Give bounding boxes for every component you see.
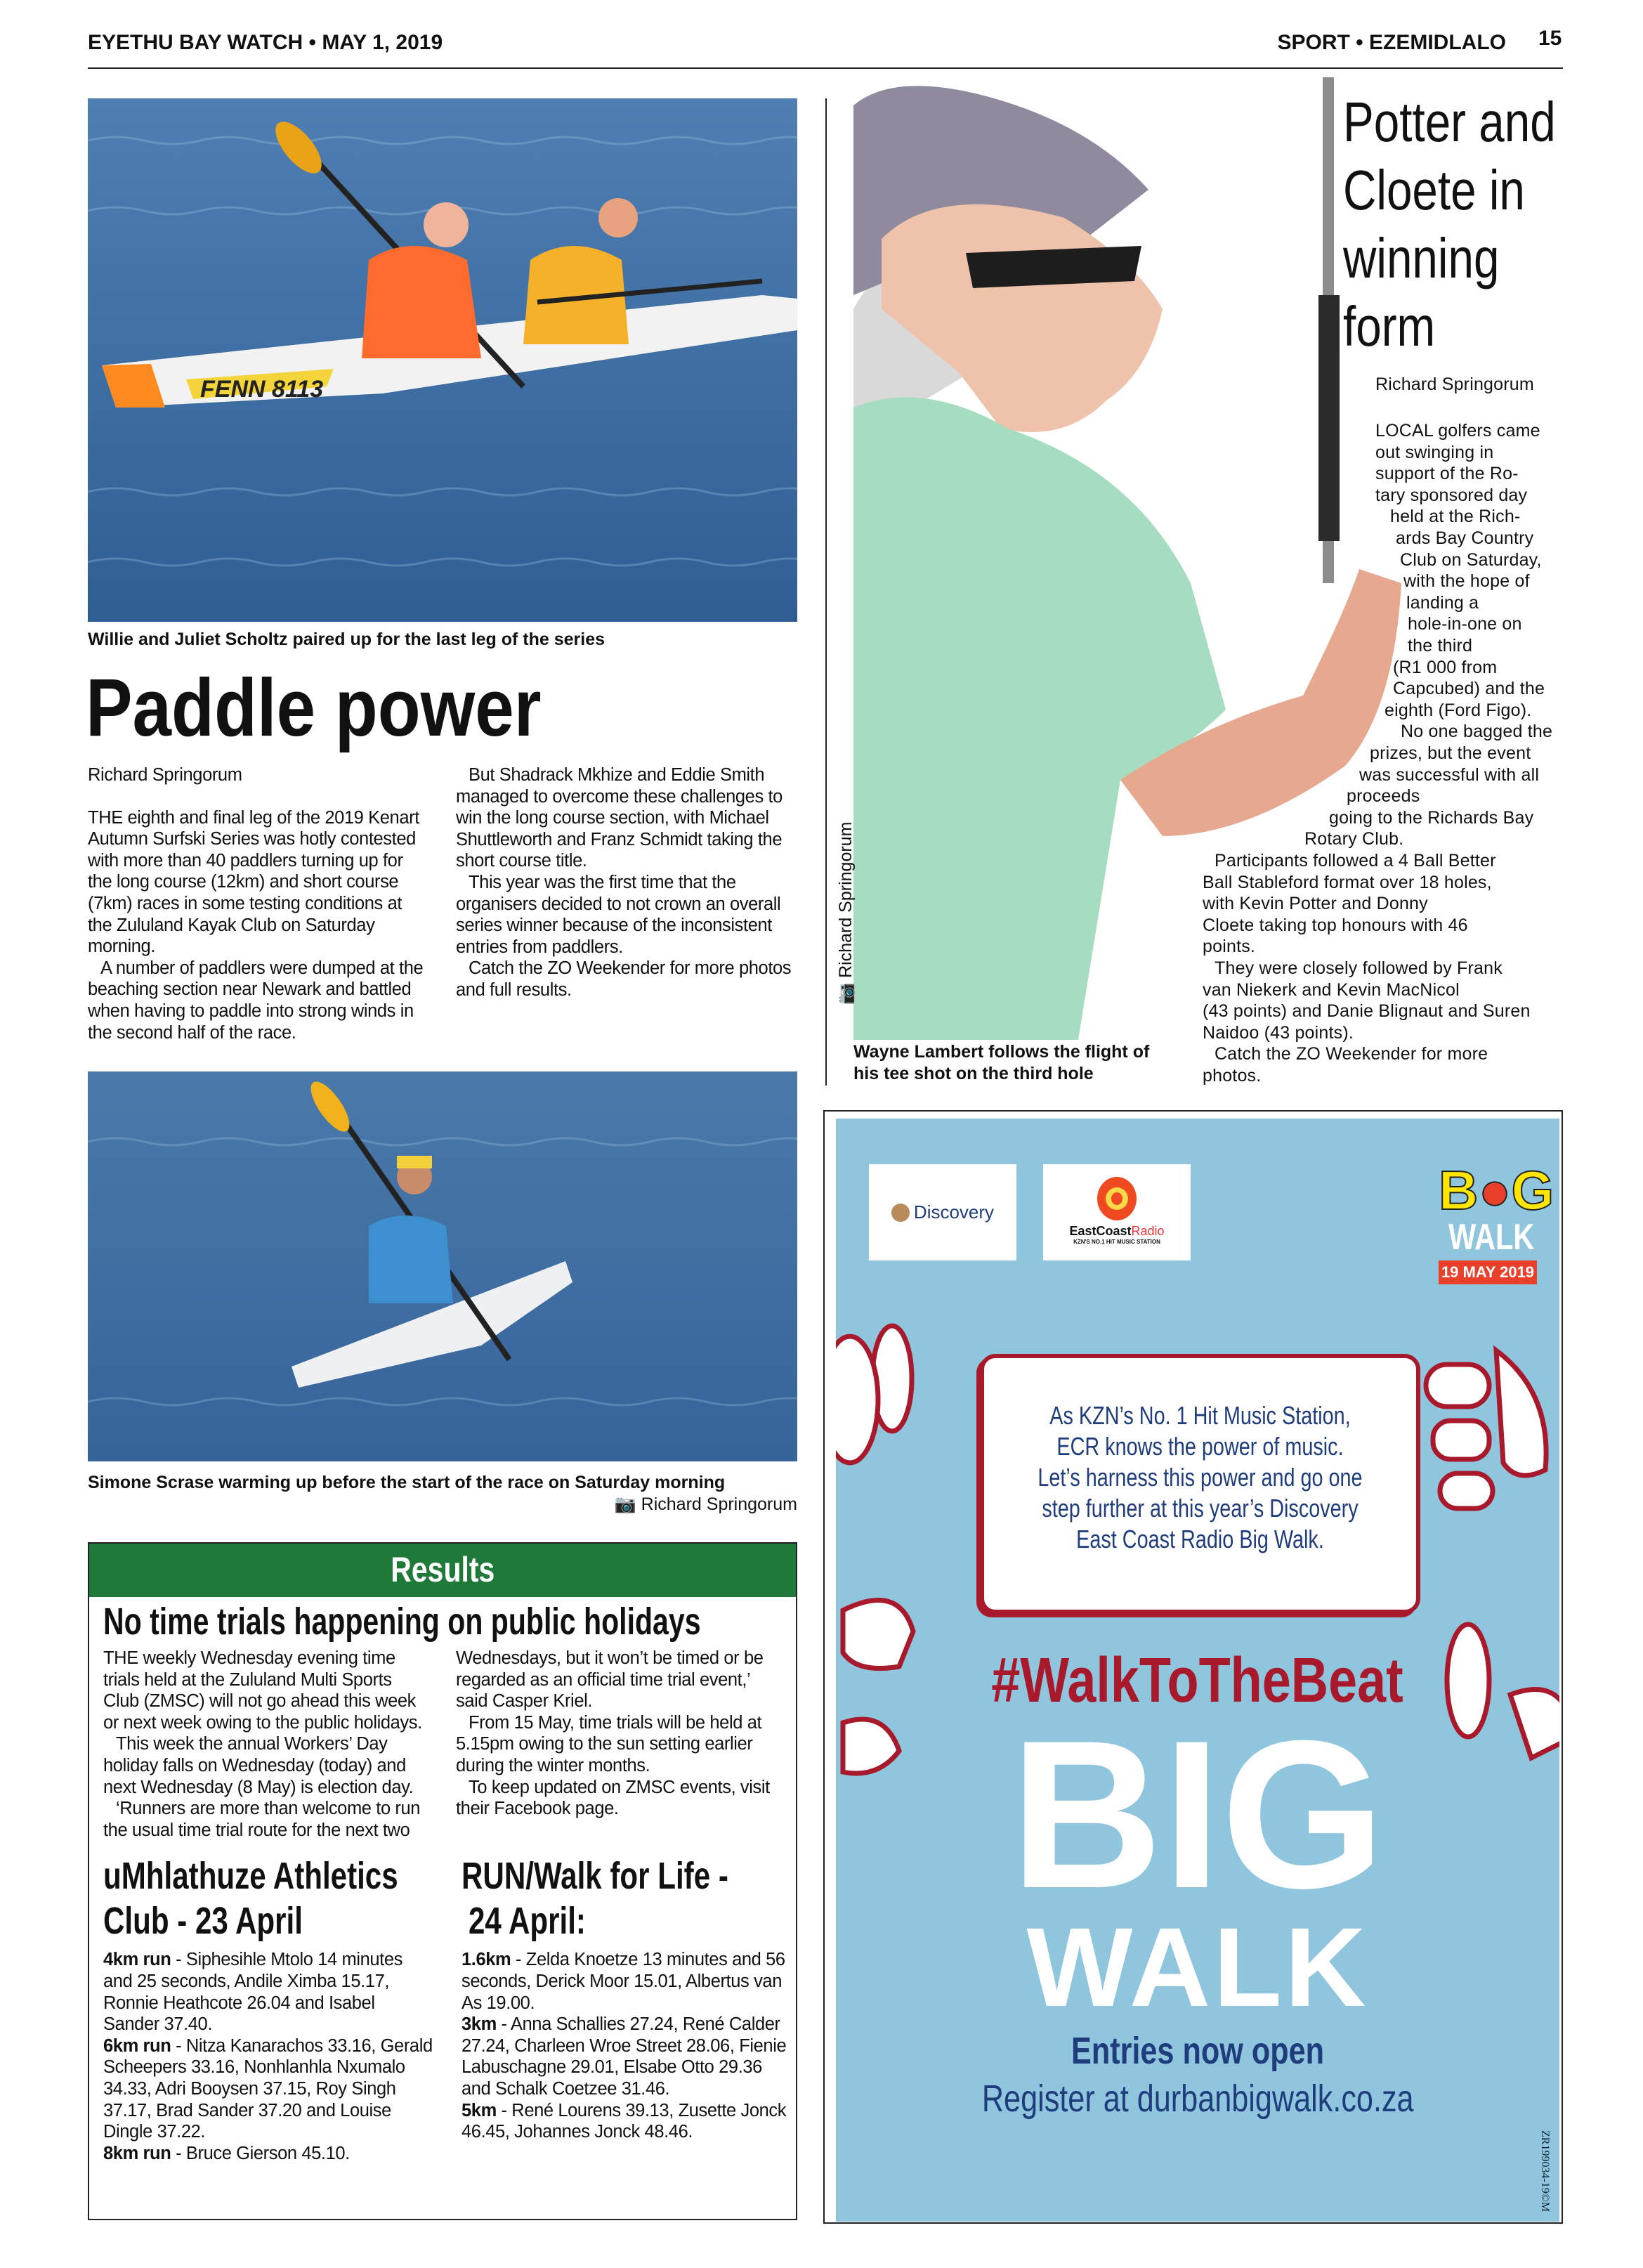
golf-headline-line: winning <box>1343 227 1500 289</box>
golf-text-line: van Niekerk and Kevin MacNicol <box>1203 979 1460 1000</box>
golf-text-line: hole-in-one on <box>1408 614 1522 634</box>
kayak-byline: Richard Springorum <box>88 765 242 785</box>
hashtag: #WalkToTheBeat <box>991 1645 1404 1716</box>
results-banner <box>89 1544 796 1597</box>
golf-text-line: Naidoo (43 points). <box>1203 1022 1354 1043</box>
results-heading-text: No time trials happening on public holidays <box>103 1601 701 1643</box>
ecr-mark-icon <box>1097 1177 1137 1220</box>
golf-text-line: with Kevin Potter and Donny <box>1203 894 1428 914</box>
golf-text-line: Club on Saturday, <box>1400 549 1542 570</box>
golf-headline-line: form <box>1343 295 1436 358</box>
photo1-caption: Willie and Juliet Scholtz paired up for the last leg of the series <box>88 630 606 649</box>
discovery-logo <box>869 1164 1016 1260</box>
kayak-paragraph: But Shadrack Mkhize and Eddie Smith managed to overcome these challenges to win the long course section, with Michael Shuttleworth and Franz Schmidt taking the short course title. <box>456 765 783 871</box>
big-text: BIG <box>1010 1696 1385 1932</box>
shoe-print-icon: ● <box>1478 1159 1512 1221</box>
message-line: East Coast Radio Big Walk. <box>1076 1525 1324 1553</box>
golf-text-line: Capcubed) and the <box>1393 679 1545 699</box>
golf-text-line: going to the Richards Bay <box>1329 807 1534 828</box>
kayak-paragraph: A number of paddlers were dumped at the beaching section near Newark and battled when having to paddle into strong winds in the second half of the race. <box>88 958 424 1043</box>
kayak-paragraph: This year was the first time that the organisers decided to not crown an overall series winner because of the inconsistent entries from paddlers. <box>456 872 781 957</box>
camera-icon: 📷 <box>836 982 856 1005</box>
golf-text-line: support of the Ro- <box>1375 464 1519 484</box>
golf-text-line: Participants followed a 4 Ball Better <box>1215 851 1496 871</box>
result-entry: 6km run - Nitza Kanarachos 33.16, Gerald Scheepers 33.16, Nonhlanhla Nxumalo 34.33, Adri Booysen 37.15, Roy Singh 37.17, Brad Sander 37.20 and Louise Dingle 37.22. <box>103 2035 433 2142</box>
walk-text: WALK <box>1026 1904 1369 2030</box>
result-entry: 5km - René Lourens 39.13, Zusette Jonck 46.45, Johannes Jonck 48.46. <box>462 2100 787 2142</box>
golf-text-line: Catch the ZO Weekender for more <box>1215 1044 1488 1064</box>
publication-date-header: EYETHU BAY WATCH • MAY 1, 2019 <box>88 31 443 54</box>
golf-text-line: with the hope of <box>1403 571 1530 592</box>
golf-text-line: (43 points) and Danie Blignaut and Suren <box>1203 1001 1531 1022</box>
results-sections <box>89 1855 796 2171</box>
golf-text-line: No one bagged the <box>1401 722 1553 742</box>
golf-text-line: Ball Stableford format over 18 holes, <box>1203 872 1492 892</box>
results-paragraph: THE weekly Wednesday evening time trials held at the Zululand Multi Sports Club (ZMSC) will not go ahead this week or next week owing to the public holidays. <box>103 1648 422 1733</box>
ecr-name-radio: Radio <box>1131 1224 1165 1238</box>
results-title: Results <box>390 1550 495 1589</box>
ecr-tagline: KZN'S NO.1 HIT MUSIC STATION <box>1073 1239 1160 1245</box>
event-date-badge: 19 MAY 2019 <box>1439 1260 1537 1284</box>
advert-background <box>836 1119 1559 2222</box>
golf-text-line: Rotary Club. <box>1304 829 1404 849</box>
golf-text-line: LOCAL golfers came <box>1375 421 1540 441</box>
golf-text-line: They were closely followed by Frank <box>1215 958 1503 978</box>
golf-headline <box>1343 88 1602 360</box>
section-title: 24 April: <box>469 1900 586 1943</box>
discovery-logo-text: Discovery <box>913 1201 995 1223</box>
golf-text-line: out swinging in <box>1375 442 1494 462</box>
golf-text-line: eighth (Ford Figo). <box>1385 700 1532 720</box>
golf-text-line: proceeds <box>1347 786 1420 807</box>
kayak-paragraph: Catch the ZO Weekender for more photos and full results. <box>456 958 792 1000</box>
photo2-credit <box>615 1494 797 1516</box>
section-title: RUN/Walk for Life - <box>462 1855 728 1898</box>
page-number: 15 <box>1538 27 1562 50</box>
golf-text-line: landing a <box>1406 592 1479 613</box>
message-line: As KZN’s No. 1 Hit Music Station, <box>1049 1401 1351 1430</box>
headline-text: Paddle power <box>86 662 542 753</box>
section-header: SPORT • EZEMIDLALO <box>1277 31 1506 54</box>
section-title: uMhlathuze Athletics <box>103 1855 398 1898</box>
east-coast-radio-logo <box>1043 1164 1191 1260</box>
big-walk-logo-walk: WALK <box>1448 1217 1535 1258</box>
golf-photo-credit <box>836 822 856 1005</box>
golf-text-line: the third <box>1408 636 1473 656</box>
golf-headline-line: Cloete in <box>1343 159 1525 221</box>
photo2-credit-name: Richard Springorum <box>641 1494 797 1514</box>
golf-text-line: Cloete taking top honours with 46 <box>1203 915 1468 935</box>
result-entry: 4km run - Siphesihle Mtolo 14 minutes and 25 seconds, Andile Ximba 15.17, Ronnie Heathcote 26.04 and Isabel Sander 37.40. <box>103 1950 402 2035</box>
advert-code: ZR199034-19©M <box>1539 2130 1551 2212</box>
message-line: step further at this year’s Discovery <box>1042 1494 1359 1523</box>
kayak-article-body <box>88 764 797 1043</box>
results-section-umhlathuze <box>103 1855 433 2164</box>
result-entry: 8km run - Bruce Gierson 45.10. <box>103 2143 350 2163</box>
message-line: ECR knows the power of music. <box>1056 1432 1344 1461</box>
results-box <box>88 1542 797 2220</box>
headline-paddle-power <box>86 664 615 752</box>
section-title: Club - 23 April <box>103 1900 303 1943</box>
column-divider <box>825 98 827 1086</box>
entries-open: Entries now open <box>1071 2030 1325 2072</box>
kayak-photo-scholtz <box>88 98 797 622</box>
big-walk-advert <box>823 1110 1563 2224</box>
golf-text-line: points. <box>1203 937 1256 957</box>
golf-text-line: photos. <box>1203 1066 1262 1086</box>
photo2-caption: Simone Scrase warming up before the start of the race on Saturday morning <box>88 1473 726 1492</box>
golf-text-line: was successful with all <box>1359 764 1540 785</box>
golf-photo-credit-name: Richard Springorum <box>836 821 856 978</box>
results-paragraph: To keep updated on ZMSC events, visit their Facebook page. <box>456 1777 770 1819</box>
message-line: Let’s harness this power and go one <box>1037 1463 1363 1492</box>
golf-text-line: (R1 000 from <box>1393 657 1498 677</box>
golf-text-line: held at the Rich- <box>1390 507 1521 527</box>
results-section-run-walk <box>462 1855 792 2164</box>
discovery-mark-icon <box>891 1204 910 1222</box>
ecr-name: EastCoast <box>1069 1224 1132 1238</box>
results-paragraph: From 15 May, time trials will be held at 5.15pm owing to the sun setting earlier during the winter months. <box>456 1712 762 1775</box>
big-walk-logo: B●G WALK 19 MAY 2019 <box>1439 1162 1537 1284</box>
kayak-label: FENN 8113 <box>200 376 324 403</box>
golf-text-line: ards Bay Country <box>1396 528 1534 548</box>
golf-caption: Wayne Lambert follows the flight of his tee shot on the third hole <box>853 1042 1150 1083</box>
register-link[interactable]: Register at durbanbigwalk.co.za <box>981 2078 1414 2120</box>
kayak-paragraph: THE eighth and final leg of the 2019 Kenart Autumn Surfski Series was hotly contested with more than 40 paddlers turning up for the long course (12km) and short course (7km) races in some testing conditions at the Zululand Kayak Club on Saturday morning. <box>88 807 419 957</box>
golf-text-line: prizes, but the event <box>1370 743 1531 763</box>
result-entry: 1.6km - Zelda Knoetze 13 minutes and 56 seconds, Derick Moor 15.01, Albertus van As 19.00. <box>462 1950 785 2013</box>
results-paragraph: ‘Runners are more than welcome to run the usual time trial route for the next two Wednesdays, but it won’t be timed or be regarded as an official time trial event,’ said Casper Kriel. <box>103 1648 764 1840</box>
results-paragraph: This week the annual Workers’ Day holiday falls on Wednesday (today) and next Wednesday (8 May) is election day. <box>103 1734 414 1797</box>
results-heading <box>89 1597 796 1642</box>
kayak-photo-scrase <box>88 1071 797 1461</box>
header-rule <box>88 67 1563 69</box>
message-box <box>980 1354 1420 1614</box>
result-entry: 3km - Anna Schallies 27.24, René Calder 27.24, Charleen Wroe Street 28.06, Fienie Labuschagne 29.01, Elsabe Otto 29.36 and Schalk Coetzee 31.46. <box>462 2014 787 2099</box>
golf-headline-line: Potter and <box>1343 91 1556 153</box>
results-article-body <box>89 1648 796 1841</box>
golf-text-line: tary sponsored day <box>1375 485 1528 505</box>
camera-icon: 📷 <box>614 1494 636 1514</box>
golf-byline: Richard Springorum <box>1375 374 1534 394</box>
